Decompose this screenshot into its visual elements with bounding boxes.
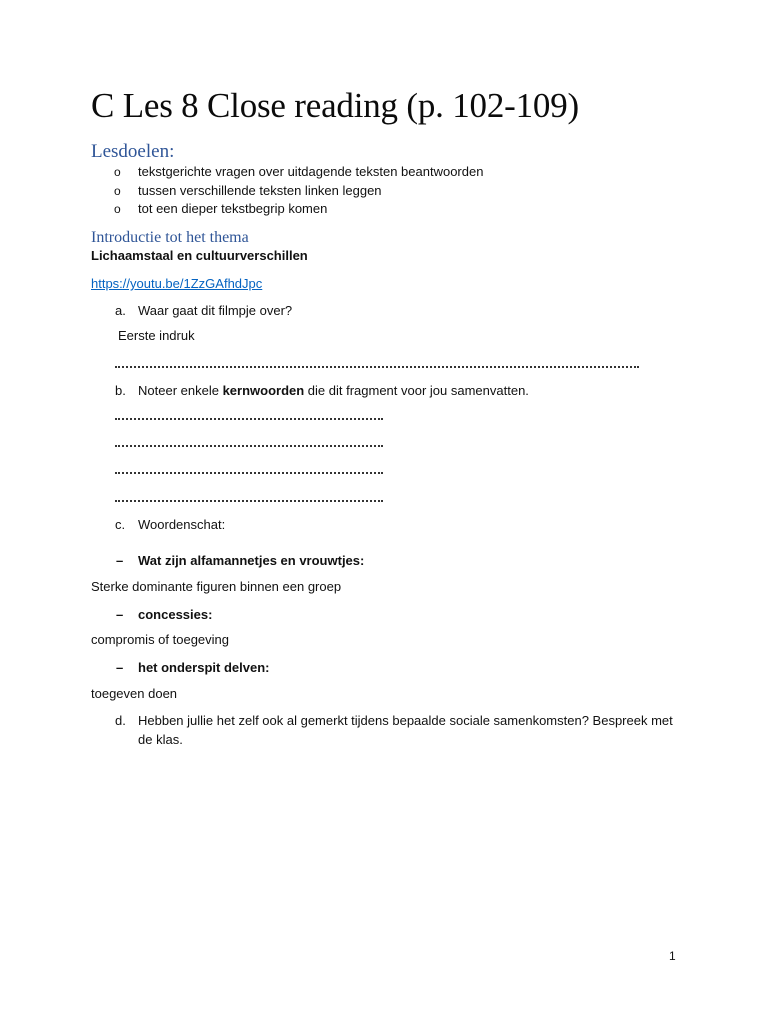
vocab-term: het onderspit delven: [138, 660, 270, 675]
lesdoelen-heading: Lesdoelen: [91, 141, 175, 162]
vocab-answer: toegeven doen [91, 686, 178, 701]
bullet-icon: o [114, 183, 121, 198]
question-b-text-end: die dit fragment voor jou samenvatten. [304, 383, 529, 398]
lesdoel-text: tot een dieper tekstbegrip komen [138, 201, 328, 216]
intro-subheading: Lichaamstaal en cultuurverschillen [91, 248, 308, 263]
answer-line[interactable] [115, 418, 383, 420]
answer-label-eerste-indruk: Eerste indruk [118, 328, 195, 343]
vocab-dash: – [116, 607, 124, 622]
document-title: C Les 8 Close reading (p. 102-109) [91, 86, 579, 125]
answer-line[interactable] [115, 472, 383, 474]
answer-line[interactable] [115, 500, 383, 502]
question-b-keyword: kernwoorden [222, 383, 305, 398]
vocab-dash: – [116, 660, 124, 675]
answer-line[interactable] [115, 366, 639, 368]
vocab-dash: – [116, 553, 124, 568]
youtube-link[interactable]: https://youtu.be/1ZzGAfhdJpc [91, 276, 263, 291]
question-marker-a: a. [115, 303, 126, 318]
vocab-term: concessies: [138, 607, 213, 622]
bullet-icon: o [114, 202, 121, 216]
lesdoel-text: tekstgerichte vragen over uitdagende teksten beantwoorden [138, 164, 484, 179]
question-a-text: Waar gaat dit filmpje over? [138, 303, 293, 318]
page-number: 1 [669, 949, 676, 963]
question-d-line1: Hebben jullie het zelf ook al gemerkt tijdens bepaalde sociale samenkomsten? Bespreek met [138, 713, 673, 728]
vocab-answer: compromis of toegeving [91, 632, 230, 647]
bullet-icon: o [114, 165, 121, 179]
answer-line[interactable] [115, 445, 383, 447]
question-d-line2: de klas. [138, 732, 183, 747]
question-c-text: Woordenschat: [138, 517, 226, 532]
question-b-text-start: Noteer enkele [138, 383, 223, 398]
question-marker-d: d. [115, 713, 126, 728]
question-b-text [138, 382, 529, 400]
intro-heading: Introductie tot het thema [91, 229, 249, 246]
lesdoel-text: tussen verschillende teksten linken leggen [138, 182, 382, 198]
question-marker-c: c. [115, 517, 126, 532]
question-marker-b: b. [115, 383, 126, 398]
vocab-answer: Sterke dominante figuren binnen een groep [91, 579, 342, 594]
vocab-term: Wat zijn alfamannetjes en vrouwtjes: [138, 553, 365, 568]
